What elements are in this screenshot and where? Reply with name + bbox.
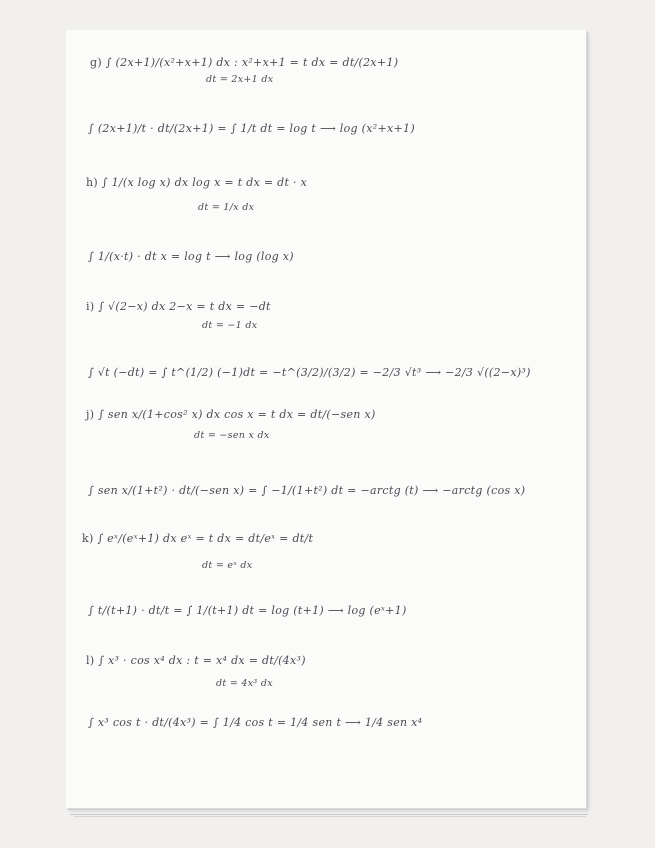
- problem-j-differential: dt = −sen x dx: [194, 430, 270, 441]
- problem-g: [90, 56, 398, 69]
- problem-statement: ∫ sen x/(1+cos² x) dx cos x = t dx = dt/(−sen x): [98, 408, 376, 421]
- notebook-page: [66, 30, 586, 808]
- problem-statement: ∫ (2x+1)/(x²+x+1) dx : x²+x+1 = t dx = dt/(2x+1): [105, 56, 399, 69]
- problem-label: i): [86, 300, 95, 313]
- problem-h: [86, 176, 307, 189]
- problem-statement: ∫ eˣ/(eˣ+1) dx eˣ = t dx = dt/eˣ = dt/t: [97, 532, 314, 545]
- problem-k-result: ∫ t/(t+1) · dt/t = ∫ 1/(t+1) dt = log (t+1) ⟶ log (eˣ+1): [88, 604, 407, 617]
- problem-g-result: ∫ (2x+1)/t · dt/(2x+1) = ∫ 1/t dt = log t ⟶ log (x²+x+1): [88, 122, 415, 135]
- problem-k-differential: dt = eˣ dx: [202, 560, 253, 571]
- problem-i: [86, 300, 271, 313]
- problem-j-result: ∫ sen x/(1+t²) · dt/(−sen x) = ∫ −1/(1+t²) dt = −arctg (t) ⟶ −arctg (cos x): [88, 484, 526, 497]
- problem-statement: ∫ √(2−x) dx 2−x = t dx = −dt: [98, 300, 271, 313]
- problem-l-result: ∫ x³ cos t · dt/(4x³) = ∫ 1/4 cos t = 1/4 sen t ⟶ 1/4 sen x⁴: [88, 716, 423, 729]
- problem-h-result: ∫ 1/(x·t) · dt x = log t ⟶ log (log x): [88, 250, 294, 263]
- problem-label: k): [82, 532, 94, 545]
- problem-label: j): [86, 408, 95, 421]
- problem-statement: ∫ x³ · cos x⁴ dx : t = x⁴ dx = dt/(4x³): [98, 654, 306, 667]
- problem-statement: ∫ 1/(x log x) dx log x = t dx = dt · x: [101, 176, 308, 189]
- problem-l-differential: dt = 4x³ dx: [216, 678, 273, 689]
- problem-k: [82, 532, 313, 545]
- problem-i-differential: dt = −1 dx: [202, 320, 258, 331]
- problem-g-differential: dt = 2x+1 dx: [206, 74, 274, 85]
- problem-label: l): [86, 654, 95, 667]
- paper-stack-edge-2: [74, 812, 586, 817]
- problem-i-result: ∫ √t (−dt) = ∫ t^(1/2) (−1)dt = −t^(3/2)/(3/2) = −2/3 √t³ ⟶ −2/3 √((2−x)³): [88, 366, 531, 379]
- problem-j: [86, 408, 376, 421]
- problem-label: g): [90, 56, 102, 69]
- problem-h-differential: dt = 1/x dx: [198, 202, 255, 213]
- problem-l: [86, 654, 306, 667]
- problem-label: h): [86, 176, 98, 189]
